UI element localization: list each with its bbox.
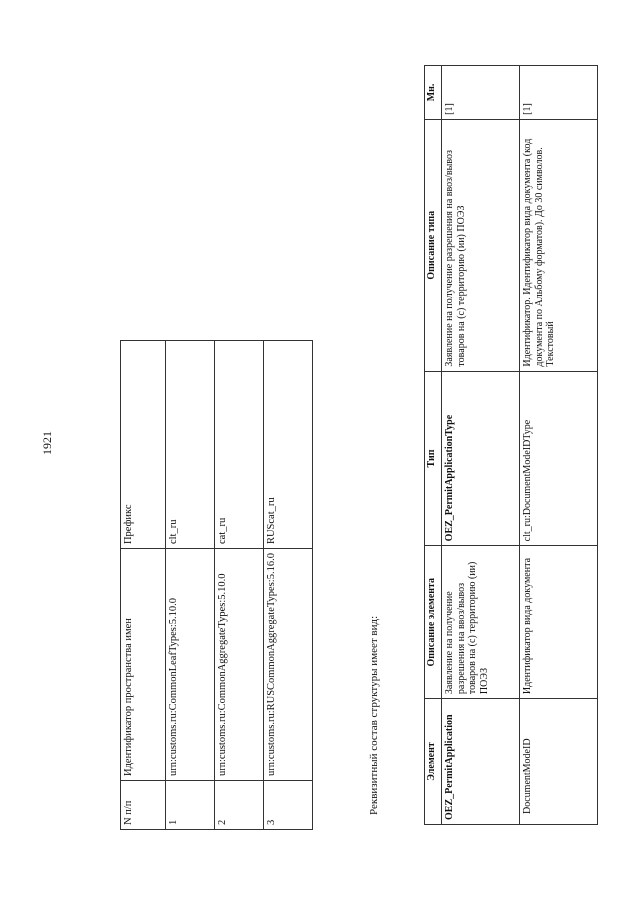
cell-number: 2: [215, 781, 264, 830]
cell-prefix: cat_ru: [215, 341, 264, 549]
cell-element-desc: Заявление на получение разрешения на ввоз/вывоз товаров на (с) территорию (ии) ПОЭЗ: [442, 546, 520, 699]
col-header-type-desc: Описание типа: [425, 119, 442, 371]
col-header-number: N п/п: [121, 781, 166, 830]
cell-type-desc: Заявление на получение разрешения на ввоз/вывоз товаров на (с) территорию (ии) ПОЭЗ: [442, 119, 520, 371]
col-header-multiplicity: Мн.: [425, 66, 442, 120]
cell-type: clt_ru:DocumentModeIDType: [520, 371, 598, 546]
col-header-type: Тип: [425, 371, 442, 546]
col-header-element: Элемент: [425, 699, 442, 825]
cell-number: 3: [264, 781, 313, 830]
table-header-row: [425, 66, 442, 825]
cell-element: OEZ_PermitApplication: [442, 699, 520, 825]
table-row: [215, 341, 264, 830]
cell-type: OEZ_PermitApplicationType: [442, 371, 520, 546]
cell-type-desc: Идентификатор. Идентификатор вида документа (код документа по Альбому форматов). До 30 символов. Текстовый: [520, 119, 598, 371]
table-row: [442, 66, 520, 825]
table-row: [520, 66, 598, 825]
cell-element: DocumentModeID: [520, 699, 598, 825]
cell-prefix: clt_ru: [166, 341, 215, 549]
col-header-prefix: Префикс: [121, 341, 166, 549]
col-header-element-desc: Описание элемента: [425, 546, 442, 699]
cell-multiplicity: [1]: [520, 66, 598, 120]
namespace-table: [120, 340, 313, 830]
cell-element-desc: Идентификатор вида документа: [520, 546, 598, 699]
cell-multiplicity: [1]: [442, 66, 520, 120]
col-header-namespace: Идентификатор пространства имен: [121, 549, 166, 781]
cell-namespace: urn:customs.ru:CommonAggregateTypes:5.10.0: [215, 549, 264, 781]
table-row: [264, 341, 313, 830]
intro-text: Реквизитный состав структуры имеет вид:: [368, 615, 380, 815]
cell-namespace: urn:customs.ru:RUSCommonAggregateTypes:5.16.0: [264, 549, 313, 781]
table-row: [166, 341, 215, 830]
page-number: 1921: [40, 431, 54, 455]
table-header-row: [121, 341, 166, 830]
cell-namespace: urn:customs.ru:CommonLeafTypes:5.10.0: [166, 549, 215, 781]
cell-number: 1: [166, 781, 215, 830]
cell-prefix: RUScat_ru: [264, 341, 313, 549]
element-table: [424, 65, 598, 825]
